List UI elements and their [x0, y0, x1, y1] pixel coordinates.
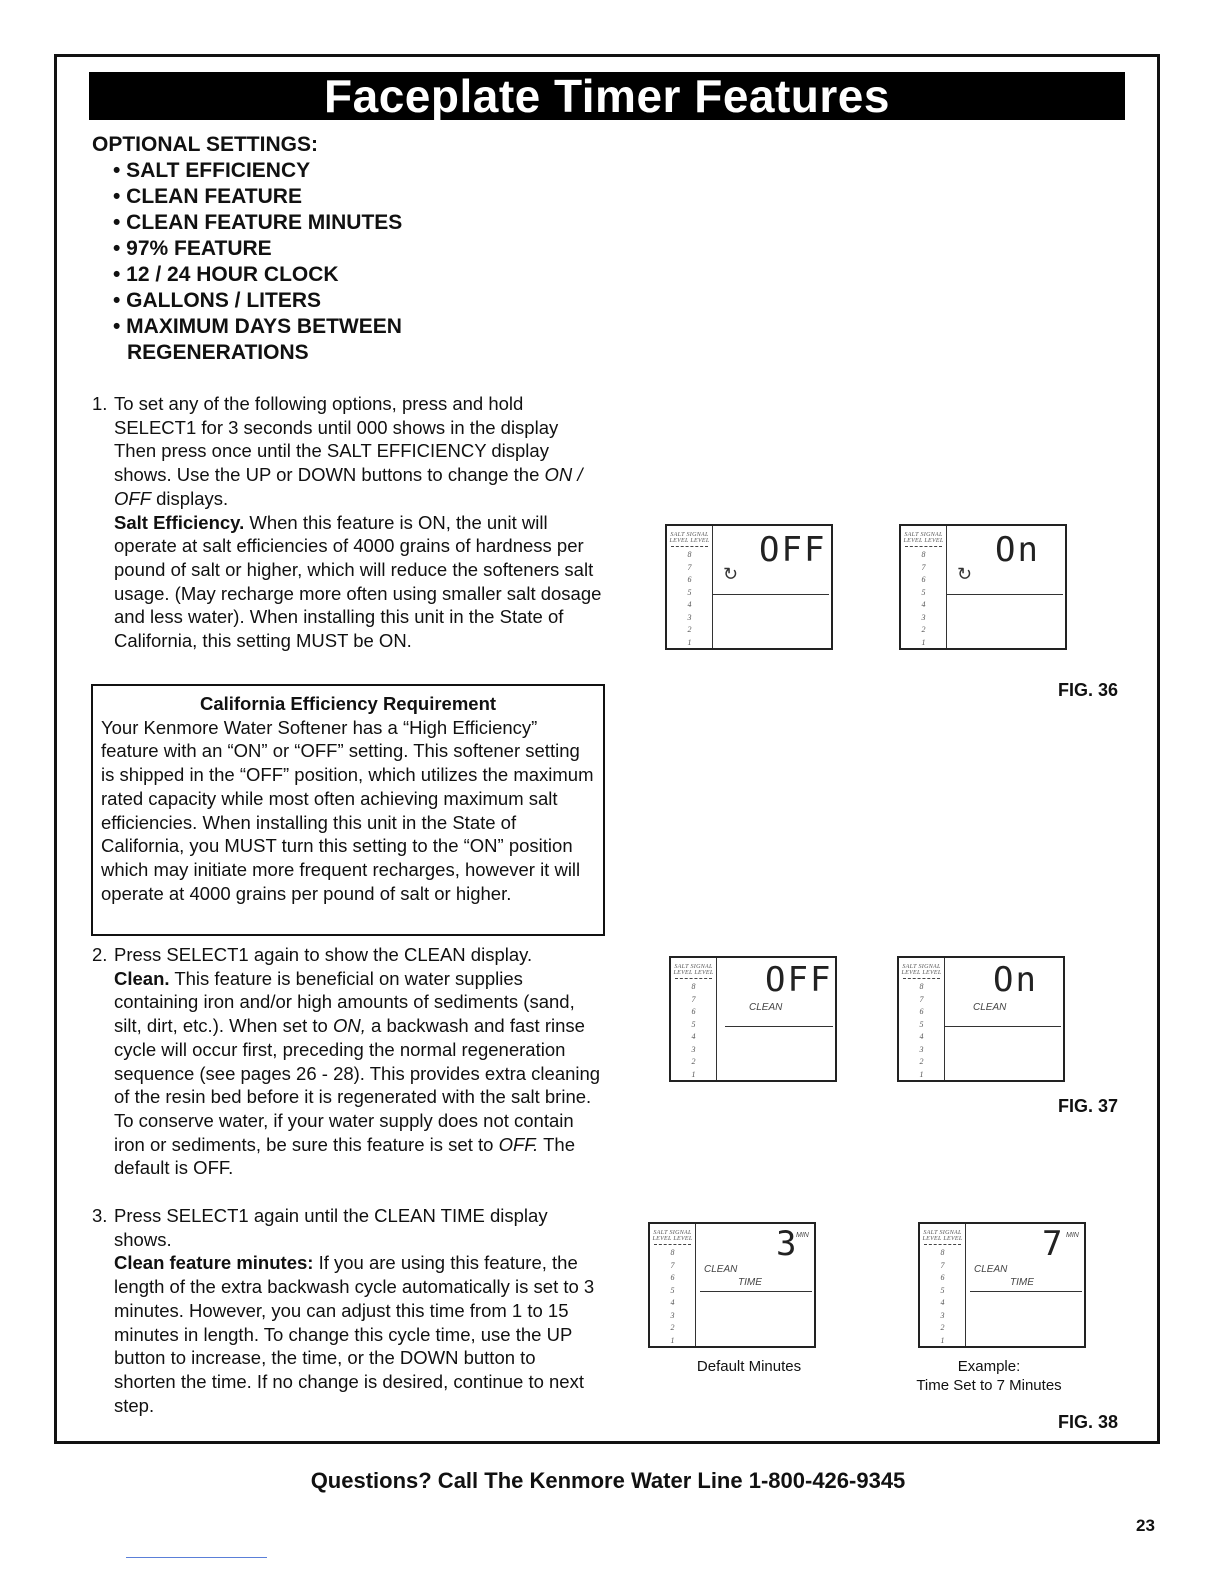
regen-icon: ↻ [957, 564, 973, 584]
level-scale [671, 958, 717, 1080]
time-indicator: TIME [738, 1277, 762, 1288]
level-dash [903, 978, 940, 979]
level-dash [924, 1244, 961, 1245]
step-emphasis: ON, [332, 1015, 366, 1037]
lcd-divider [700, 1291, 812, 1292]
level-number: 7 [919, 994, 924, 1004]
salt-label: SALT SIGNAL [902, 964, 941, 970]
level-number: 4 [687, 600, 692, 609]
optional-settings-heading: OPTIONAL SETTINGS: [92, 133, 318, 156]
lcd-divider [945, 1026, 1061, 1027]
california-box-title: California Efficiency Requirement [199, 693, 497, 714]
level-scale [650, 1224, 696, 1346]
figure-label-36: FIG. 36 [1058, 680, 1119, 700]
list-item: • GALLONS / LITERS [113, 289, 322, 312]
min-indicator: MIN [1066, 1232, 1079, 1239]
california-requirement-box [91, 684, 605, 936]
lcd-value: On [993, 960, 1038, 1000]
caption-time-set: Time Set to 7 Minutes [916, 1377, 1062, 1394]
optional-settings-list [113, 158, 427, 366]
lcd-display-clean-time-example [918, 1222, 1086, 1348]
level-label: LEVEL LEVEL [922, 1236, 963, 1242]
step-text: Press SELECT1 again to show the CLEAN display. [114, 944, 533, 965]
lcd-divider [970, 1291, 1082, 1292]
level-number: 1 [919, 1069, 924, 1079]
step-text: When this feature is ON, the unit will operate at salt efficiencies of 4000 grains of hardness per pound of salt or higher, which will reduce the softeners salt usage. (May recharge more often using smaller salt dosage and less water). When installing this unit in the State of California, this setting MUST be ON. [114, 511, 602, 652]
level-number: 7 [670, 1260, 675, 1270]
level-label: LEVEL LEVEL [901, 970, 942, 976]
lcd-value: 3 [776, 1224, 799, 1264]
lcd-display-clean-on [897, 956, 1065, 1082]
level-number: 6 [919, 1007, 924, 1016]
figure-label-37: FIG. 37 [1058, 1096, 1119, 1116]
step-text: The default is OFF. [114, 1133, 576, 1179]
level-number: 1 [940, 1335, 945, 1345]
lcd-value: On [995, 530, 1040, 570]
salt-label: SALT SIGNAL [674, 964, 713, 970]
level-label: LEVEL LEVEL [673, 970, 714, 976]
lcd-value: OFF [765, 960, 833, 1000]
step-text: a backwash and fast rinse cycle will occur first, preceding the normal regeneration sequence (see pages 26 - 28). This provides extra cleaning of the resin bed before it is regenerated with the salt brine. To conserve water, if your water supply does not contain iron or sediments, be sure this feature is set to [114, 1015, 601, 1155]
level-number: 6 [921, 575, 926, 584]
step-label: Clean feature minutes: [114, 1252, 314, 1274]
regen-icon: ↻ [723, 564, 739, 584]
lcd-divider [947, 594, 1063, 595]
clean-indicator: CLEAN [704, 1264, 738, 1275]
step-emphasis: ON / OFF [114, 464, 583, 509]
level-scale [901, 526, 947, 648]
caption-example: Example: [957, 1358, 1021, 1375]
step-body [114, 943, 604, 1180]
level-number: 7 [687, 562, 692, 572]
lcd-divider [725, 1026, 833, 1027]
list-item: • CLEAN FEATURE MINUTES [113, 211, 403, 234]
level-number: 3 [940, 1310, 945, 1320]
salt-label: SALT SIGNAL [923, 1230, 962, 1236]
level-number: 4 [921, 600, 926, 609]
time-indicator: TIME [1010, 1277, 1034, 1288]
step-emphasis: OFF. [498, 1133, 539, 1155]
lcd-value: 7 [1042, 1224, 1065, 1264]
lcd-display-clean-time-default [648, 1222, 816, 1348]
level-number: 7 [940, 1260, 945, 1270]
lcd-value: OFF [759, 530, 827, 570]
level-number: 8 [919, 982, 924, 991]
level-number: 4 [691, 1032, 696, 1041]
level-number: 5 [687, 587, 692, 597]
level-scale [667, 526, 713, 648]
step-number: 2. [92, 944, 108, 965]
step-text: displays. [151, 487, 229, 509]
level-number: 2 [940, 1323, 945, 1332]
level-number: 8 [691, 982, 696, 991]
step-text: Press SELECT1 again until the CLEAN TIME display shows. [114, 1205, 548, 1250]
level-number: 8 [687, 550, 692, 559]
level-number: 3 [691, 1044, 696, 1054]
salt-label: SALT SIGNAL [670, 532, 709, 538]
level-number: 4 [670, 1298, 675, 1307]
caption-default-minutes: Default Minutes [696, 1358, 802, 1375]
level-number: 3 [921, 612, 926, 622]
level-number: 2 [919, 1057, 924, 1066]
level-dash [675, 978, 712, 979]
level-number: 4 [919, 1032, 924, 1041]
step-label: Salt Efficiency. [114, 511, 245, 533]
level-number: 3 [670, 1310, 675, 1320]
step-label: Clean. [114, 967, 170, 989]
clean-indicator: CLEAN [973, 1002, 1007, 1013]
level-scale [899, 958, 945, 1080]
step-3 [92, 1204, 602, 1417]
level-number: 6 [687, 575, 692, 584]
figure-label-38: FIG. 38 [1058, 1412, 1119, 1432]
lcd-divider [713, 594, 829, 595]
clean-indicator: CLEAN [749, 1002, 783, 1013]
list-item: • CLEAN FEATURE [113, 185, 302, 208]
lcd-display-clean-off [669, 956, 837, 1082]
lcd-display-salt-off [665, 524, 833, 650]
clean-indicator: CLEAN [974, 1264, 1008, 1275]
level-number: 3 [919, 1044, 924, 1054]
level-number: 5 [919, 1019, 924, 1029]
level-number: 7 [691, 994, 696, 1004]
page-number: 23 [1136, 1516, 1155, 1535]
level-number: 8 [921, 550, 926, 559]
level-number: 6 [940, 1273, 945, 1282]
step-body [114, 392, 602, 653]
level-number: 7 [921, 562, 926, 572]
level-number: 5 [940, 1285, 945, 1295]
level-number: 1 [670, 1335, 675, 1345]
list-item: • 97% FEATURE [113, 237, 272, 260]
level-number: 6 [691, 1007, 696, 1016]
level-number: 2 [921, 625, 926, 634]
level-number: 4 [940, 1298, 945, 1307]
level-dash [905, 546, 942, 547]
level-number: 5 [670, 1285, 675, 1295]
california-box-text: Your Kenmore Water Softener has a “High Efficiency” feature with an “ON” or “OFF” setting. This softener setting is shipped in the “OFF” position, which utilizes the maximum rated capacity while most often achieving maximum salt efficiencies. When installing this unit in the State of California, you MUST turn this setting to the “ON” position which may initiate more frequent recharges, however it will operate at 4000 grains per pound of salt or higher. [101, 716, 594, 904]
level-number: 8 [940, 1248, 945, 1257]
step-body [114, 1204, 602, 1417]
level-number: 1 [921, 637, 926, 647]
level-number: 5 [921, 587, 926, 597]
list-item: • MAXIMUM DAYS BETWEEN REGENERATIONS [113, 315, 402, 364]
level-label: LEVEL LEVEL [903, 538, 944, 544]
step-2 [92, 943, 604, 1180]
level-number: 1 [691, 1069, 696, 1079]
step-number: 1. [92, 393, 108, 414]
step-text: If you are using this feature, the length of the extra backwash cycle automatically is set to 3 minutes. However, you can adjust this time from 1 to 15 minutes in length. To change this cycle time, use the UP button to increase, the time, or the DOWN button to shorten the time. If no change is desired, continue to next step. [114, 1252, 595, 1416]
level-label: LEVEL LEVEL [652, 1236, 693, 1242]
step-text: To set any of the following options, press and hold SELECT1 for 3 seconds until 000 shows in the display Then press once until the SALT EFFICIENCY display shows. Use the UP or DOWN buttons to change the [114, 393, 559, 486]
step-number: 3. [92, 1205, 108, 1226]
level-number: 2 [687, 625, 692, 634]
salt-label: SALT SIGNAL [653, 1230, 692, 1236]
level-number: 2 [670, 1323, 675, 1332]
level-number: 6 [670, 1273, 675, 1282]
level-scale [920, 1224, 966, 1346]
level-dash [654, 1244, 691, 1245]
level-label: LEVEL LEVEL [669, 538, 710, 544]
step-1 [92, 392, 602, 653]
level-number: 3 [687, 612, 692, 622]
level-number: 8 [670, 1248, 675, 1257]
level-number: 2 [691, 1057, 696, 1066]
step-text: This feature is beneficial on water supplies containing iron and/or high amounts of sediments (sand, silt, dirt, etc.). When set to [114, 967, 575, 1037]
level-dash [671, 546, 708, 547]
level-number: 5 [691, 1019, 696, 1029]
list-item: • 12 / 24 HOUR CLOCK [113, 263, 339, 286]
min-indicator: MIN [796, 1232, 809, 1239]
page-rule [126, 1557, 267, 1558]
level-number: 1 [687, 637, 692, 647]
salt-label: SALT SIGNAL [904, 532, 943, 538]
page-title: Faceplate Timer Features [89, 72, 1125, 120]
lcd-display-salt-on [899, 524, 1067, 650]
list-item: • SALT EFFICIENCY [113, 159, 311, 182]
footer-contact: Questions? Call The Kenmore Water Line 1-800-426-9345 [310, 1468, 906, 1493]
